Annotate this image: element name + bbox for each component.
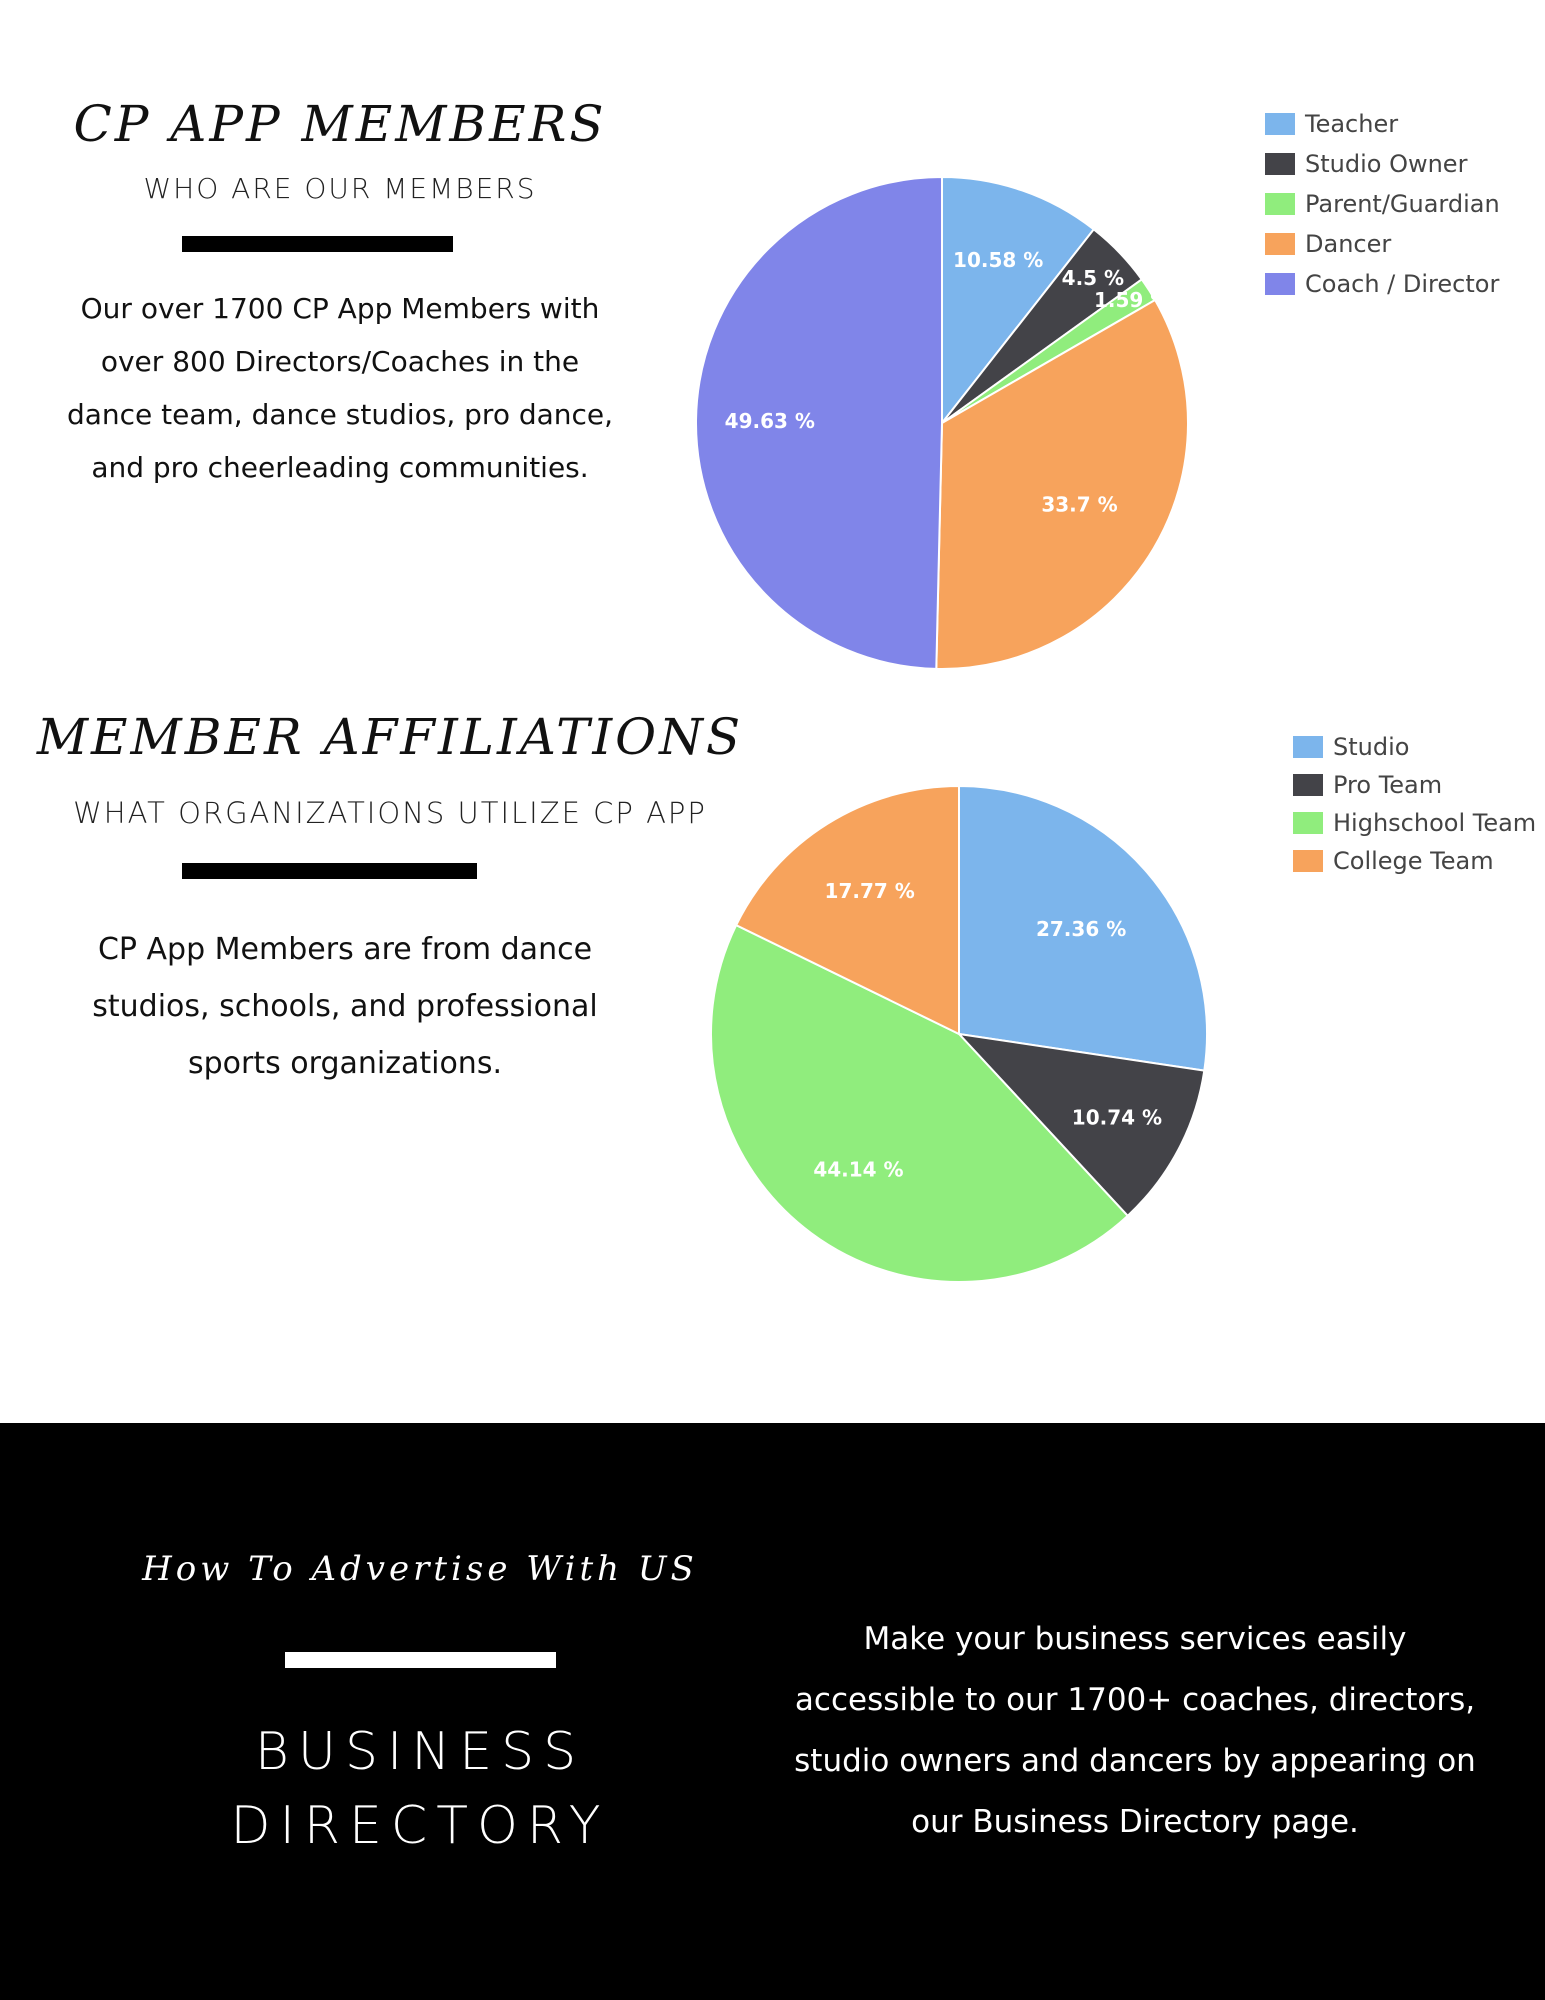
- members-divider: [182, 236, 453, 252]
- legend-label: Studio: [1333, 733, 1410, 761]
- legend-swatch: [1265, 233, 1295, 255]
- members-pie-chart: [690, 170, 1210, 690]
- pie-label: 49.63 %: [724, 408, 815, 433]
- affiliations-divider: [182, 863, 477, 879]
- affiliations-title: MEMBER AFFILIATIONS: [36, 708, 744, 766]
- legend-item-teacher[interactable]: [1265, 110, 1398, 138]
- legend-item-pro-team[interactable]: [1293, 771, 1442, 799]
- affiliations-pie-chart: [700, 775, 1220, 1295]
- legend-label: Coach / Director: [1305, 270, 1500, 298]
- legend-swatch: [1265, 153, 1295, 175]
- business-heading-line2: DIRECTORY: [230, 1796, 610, 1856]
- legend-label: Studio Owner: [1305, 150, 1468, 178]
- affiliations-subtitle: WHAT ORGANIZATIONS UTILIZE CP APP: [73, 796, 707, 830]
- members-title: CP APP MEMBERS: [73, 95, 607, 153]
- members-description: Our over 1700 CP App Members with over 800 Directors/Coaches in the dance team, dance studios, pro dance, and pro cheerleading communities.: [66, 292, 614, 484]
- legend-swatch: [1293, 812, 1323, 834]
- business-heading-line1: BUSINESS: [254, 1722, 586, 1782]
- legend-label: Teacher: [1305, 110, 1399, 138]
- legend-swatch: [1293, 850, 1323, 872]
- legend-item-parent-guardian[interactable]: [1265, 190, 1500, 218]
- legend-item-dancer[interactable]: [1265, 230, 1391, 258]
- footer-description: Make your business services easily accessible to our 1700+ coaches, directors, studio owners and dancers by appearing on our Business Directory page.: [794, 1621, 1476, 1840]
- legend-item-college-team[interactable]: [1293, 847, 1494, 875]
- members-subtitle: WHO ARE OUR MEMBERS: [143, 172, 537, 205]
- pie-label: 10.58 %: [953, 248, 1044, 273]
- pie-label: 10.74 %: [1071, 1105, 1163, 1130]
- legend-swatch: [1293, 774, 1323, 796]
- pie-label: 27.36 %: [1035, 916, 1127, 941]
- legend-item-highschool-team[interactable]: [1293, 809, 1536, 837]
- legend-item-coach-director[interactable]: [1265, 270, 1499, 298]
- footer-title: How To Advertise With US: [142, 1549, 698, 1589]
- pie-label: 17.77 %: [824, 878, 915, 903]
- pie-label: 44.14 %: [813, 1157, 904, 1182]
- affiliations-description: CP App Members are from dance studios, schools, and professional sports organizations.: [92, 932, 598, 1081]
- legend-label: Dancer: [1305, 230, 1392, 258]
- legend-item-studio-owner[interactable]: [1265, 150, 1467, 178]
- affiliations-legend: [1293, 733, 1543, 883]
- legend-swatch: [1293, 736, 1323, 758]
- legend-label: Pro Team: [1333, 771, 1443, 799]
- legend-swatch: [1265, 113, 1295, 135]
- footer-divider: [285, 1652, 556, 1668]
- legend-swatch: [1265, 193, 1295, 215]
- legend-swatch: [1265, 273, 1295, 295]
- pie-label: 33.7 %: [1041, 492, 1118, 517]
- pie-label: 1.59 %: [1093, 288, 1171, 313]
- legend-item-studio[interactable]: [1293, 733, 1409, 761]
- legend-label: College Team: [1333, 847, 1494, 875]
- pie-label: 4.5 %: [1061, 266, 1125, 291]
- business-directory-heading: [160, 1715, 680, 1863]
- legend-label: Parent/Guardian: [1305, 190, 1500, 218]
- members-legend: [1265, 110, 1535, 300]
- legend-label: Highschool Team: [1333, 809, 1537, 837]
- footer-section: [0, 1423, 1545, 2000]
